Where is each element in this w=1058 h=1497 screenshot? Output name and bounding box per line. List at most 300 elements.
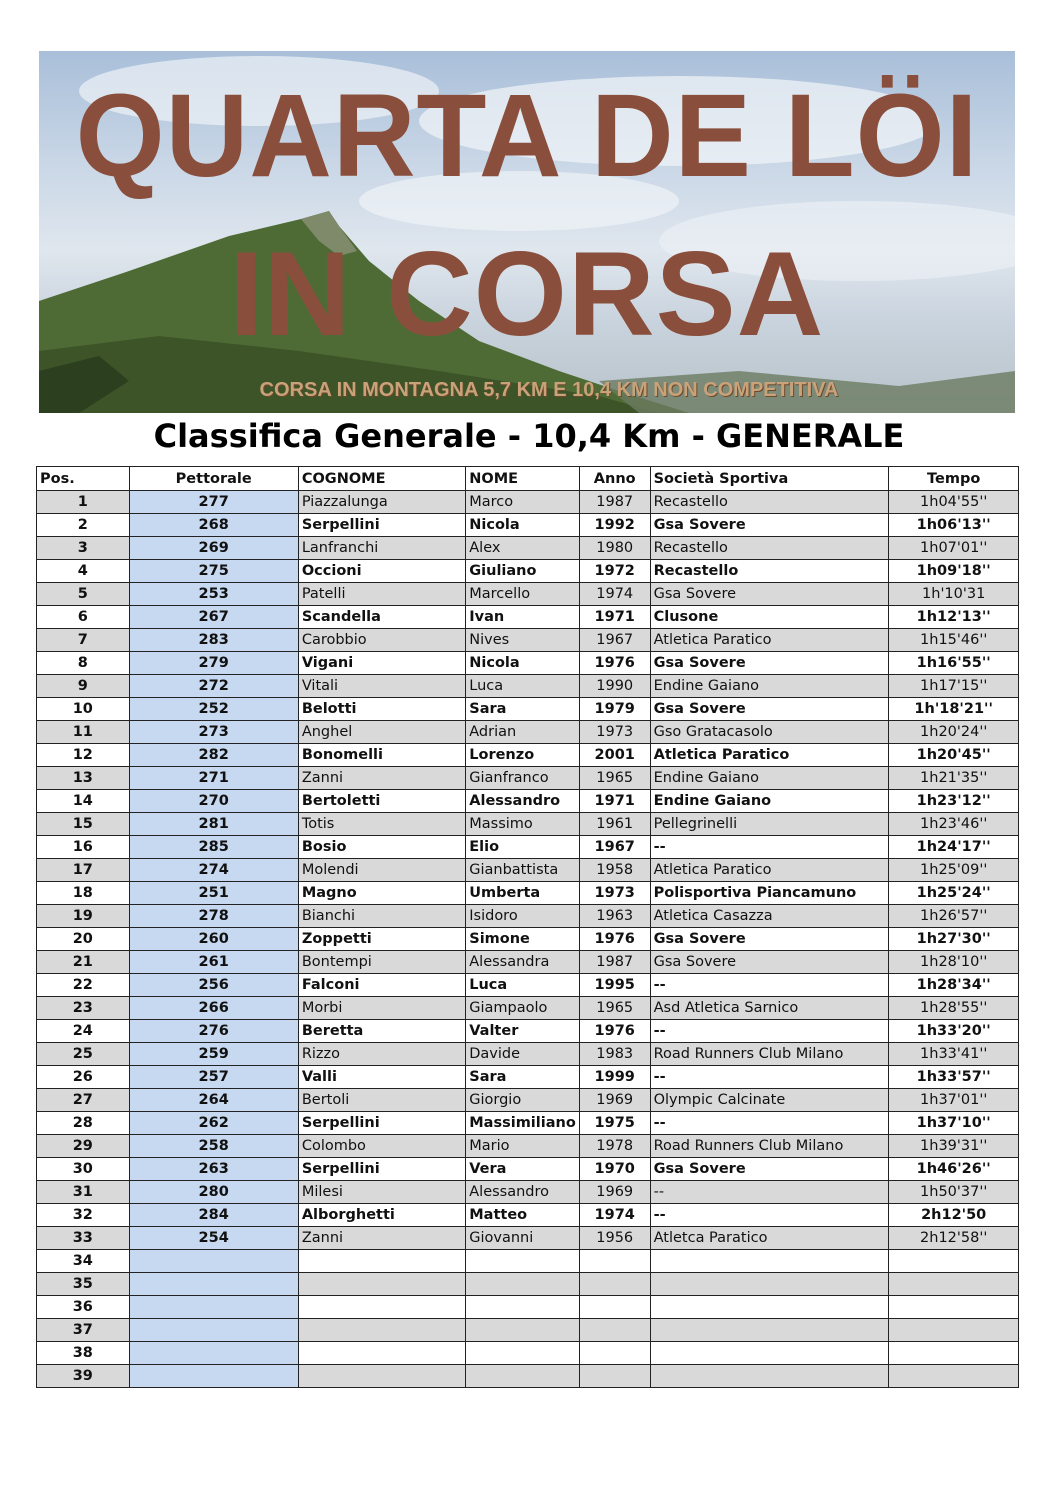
cell-nome: Umberta bbox=[466, 882, 580, 905]
cell-pos: 29 bbox=[37, 1135, 130, 1158]
cell-pettorale: 275 bbox=[129, 560, 298, 583]
cell-tempo: 1h24'17'' bbox=[889, 836, 1019, 859]
cell-pos: 30 bbox=[37, 1158, 130, 1181]
cell-pettorale: 278 bbox=[129, 905, 298, 928]
cell-anno bbox=[579, 1319, 650, 1342]
cell-pettorale: 254 bbox=[129, 1227, 298, 1250]
cell-pos: 24 bbox=[37, 1020, 130, 1043]
cell-anno: 1995 bbox=[579, 974, 650, 997]
cell-cognome: Serpellini bbox=[298, 514, 465, 537]
cell-tempo bbox=[889, 1250, 1019, 1273]
cell-tempo: 1h23'12'' bbox=[889, 790, 1019, 813]
cell-cognome: Milesi bbox=[298, 1181, 465, 1204]
cell-nome: Massimo bbox=[466, 813, 580, 836]
cell-anno: 1961 bbox=[579, 813, 650, 836]
cell-anno: 1967 bbox=[579, 836, 650, 859]
cell-pettorale: 252 bbox=[129, 698, 298, 721]
cell-pos: 36 bbox=[37, 1296, 130, 1319]
cell-tempo bbox=[889, 1296, 1019, 1319]
cell-anno: 1976 bbox=[579, 652, 650, 675]
cell-pos: 31 bbox=[37, 1181, 130, 1204]
cell-cognome: Colombo bbox=[298, 1135, 465, 1158]
table-row bbox=[37, 767, 1019, 790]
cell-pettorale bbox=[129, 1319, 298, 1342]
cell-pos: 16 bbox=[37, 836, 130, 859]
cell-nome: Alessandra bbox=[466, 951, 580, 974]
table-row bbox=[37, 491, 1019, 514]
cell-pos: 17 bbox=[37, 859, 130, 882]
cell-societa: Polisportiva Piancamuno bbox=[650, 882, 889, 905]
cell-anno bbox=[579, 1250, 650, 1273]
cell-tempo: 1h15'46'' bbox=[889, 629, 1019, 652]
page-title: Classifica Generale - 10,4 Km - GENERALE bbox=[153, 417, 905, 455]
cell-pos: 39 bbox=[37, 1365, 130, 1388]
cell-cognome bbox=[298, 1273, 465, 1296]
table-row bbox=[37, 675, 1019, 698]
table-row bbox=[37, 790, 1019, 813]
cell-tempo: 1h09'18'' bbox=[889, 560, 1019, 583]
cell-pettorale: 272 bbox=[129, 675, 298, 698]
cell-pos: 10 bbox=[37, 698, 130, 721]
cell-pos: 11 bbox=[37, 721, 130, 744]
header-pos: Pos. bbox=[37, 467, 130, 491]
cell-cognome: Bontempi bbox=[298, 951, 465, 974]
cell-pos: 23 bbox=[37, 997, 130, 1020]
cell-nome bbox=[466, 1365, 580, 1388]
cell-tempo: 1h39'31'' bbox=[889, 1135, 1019, 1158]
cell-cognome: Lanfranchi bbox=[298, 537, 465, 560]
cell-anno: 1958 bbox=[579, 859, 650, 882]
cell-societa bbox=[650, 1365, 889, 1388]
table-row bbox=[37, 951, 1019, 974]
cell-pos: 3 bbox=[37, 537, 130, 560]
cell-anno: 1972 bbox=[579, 560, 650, 583]
cell-cognome: Bosio bbox=[298, 836, 465, 859]
cell-anno: 1974 bbox=[579, 1204, 650, 1227]
cell-tempo: 1h37'01'' bbox=[889, 1089, 1019, 1112]
cell-pettorale: 257 bbox=[129, 1066, 298, 1089]
cell-societa: Endine Gaiano bbox=[650, 767, 889, 790]
cell-tempo: 1h04'55'' bbox=[889, 491, 1019, 514]
table-row bbox=[37, 1319, 1019, 1342]
cell-pettorale: 280 bbox=[129, 1181, 298, 1204]
cell-anno: 1987 bbox=[579, 491, 650, 514]
cell-pettorale: 282 bbox=[129, 744, 298, 767]
header-nome: NOME bbox=[466, 467, 580, 491]
cell-pettorale: 277 bbox=[129, 491, 298, 514]
cell-pos: 21 bbox=[37, 951, 130, 974]
cell-cognome: Bonomelli bbox=[298, 744, 465, 767]
table-header-row bbox=[37, 467, 1019, 491]
cell-societa: -- bbox=[650, 1204, 889, 1227]
table-row bbox=[37, 698, 1019, 721]
cell-nome: Elio bbox=[466, 836, 580, 859]
cell-pettorale: 259 bbox=[129, 1043, 298, 1066]
cell-anno: 1999 bbox=[579, 1066, 650, 1089]
cell-anno: 1969 bbox=[579, 1181, 650, 1204]
cell-cognome: Vitali bbox=[298, 675, 465, 698]
cell-nome bbox=[466, 1250, 580, 1273]
cell-societa: Recastello bbox=[650, 560, 889, 583]
cell-nome: Massimiliano bbox=[466, 1112, 580, 1135]
cell-tempo: 1h37'10'' bbox=[889, 1112, 1019, 1135]
cell-cognome: Falconi bbox=[298, 974, 465, 997]
table-row bbox=[37, 721, 1019, 744]
cell-pettorale bbox=[129, 1296, 298, 1319]
cell-pettorale bbox=[129, 1365, 298, 1388]
table-row bbox=[37, 537, 1019, 560]
cell-pos: 34 bbox=[37, 1250, 130, 1273]
table-row bbox=[37, 1296, 1019, 1319]
cell-societa: Road Runners Club Milano bbox=[650, 1135, 889, 1158]
cell-anno: 1983 bbox=[579, 1043, 650, 1066]
cell-tempo: 2h12'58'' bbox=[889, 1227, 1019, 1250]
cell-societa bbox=[650, 1273, 889, 1296]
cell-pos: 20 bbox=[37, 928, 130, 951]
cell-pos: 14 bbox=[37, 790, 130, 813]
cell-pettorale: 285 bbox=[129, 836, 298, 859]
cell-cognome: Serpellini bbox=[298, 1158, 465, 1181]
cell-societa: Clusone bbox=[650, 606, 889, 629]
table-row bbox=[37, 583, 1019, 606]
cell-nome: Nicola bbox=[466, 652, 580, 675]
table-row bbox=[37, 606, 1019, 629]
cell-anno: 1980 bbox=[579, 537, 650, 560]
cell-cognome: Morbi bbox=[298, 997, 465, 1020]
cell-cognome: Serpellini bbox=[298, 1112, 465, 1135]
cell-tempo: 1h28'10'' bbox=[889, 951, 1019, 974]
cell-nome: Simone bbox=[466, 928, 580, 951]
cell-anno: 1990 bbox=[579, 675, 650, 698]
cell-societa: Gsa Sovere bbox=[650, 514, 889, 537]
cell-cognome: Carobbio bbox=[298, 629, 465, 652]
cell-tempo: 1h25'24'' bbox=[889, 882, 1019, 905]
cell-pettorale: 256 bbox=[129, 974, 298, 997]
cell-nome: Mario bbox=[466, 1135, 580, 1158]
cell-societa: Endine Gaiano bbox=[650, 790, 889, 813]
cell-pos: 33 bbox=[37, 1227, 130, 1250]
header-societa: Società Sportiva bbox=[650, 467, 889, 491]
cell-nome: Luca bbox=[466, 974, 580, 997]
cell-societa: Atletica Casazza bbox=[650, 905, 889, 928]
table-row bbox=[37, 1365, 1019, 1388]
cell-cognome: Totis bbox=[298, 813, 465, 836]
cell-cognome: Magno bbox=[298, 882, 465, 905]
cell-societa: Recastello bbox=[650, 491, 889, 514]
cell-tempo: 1h06'13'' bbox=[889, 514, 1019, 537]
cell-cognome: Piazzalunga bbox=[298, 491, 465, 514]
table-row bbox=[37, 1089, 1019, 1112]
cell-pos: 22 bbox=[37, 974, 130, 997]
cell-anno: 1976 bbox=[579, 928, 650, 951]
cell-societa bbox=[650, 1296, 889, 1319]
table-row bbox=[37, 997, 1019, 1020]
cell-pettorale: 263 bbox=[129, 1158, 298, 1181]
cell-societa: Pellegrinelli bbox=[650, 813, 889, 836]
cell-pettorale: 271 bbox=[129, 767, 298, 790]
cell-societa: Asd Atletica Sarnico bbox=[650, 997, 889, 1020]
cell-nome: Matteo bbox=[466, 1204, 580, 1227]
cell-pettorale bbox=[129, 1250, 298, 1273]
cell-tempo: 1h33'41'' bbox=[889, 1043, 1019, 1066]
cell-nome: Giorgio bbox=[466, 1089, 580, 1112]
cell-pettorale: 270 bbox=[129, 790, 298, 813]
cell-pettorale: 284 bbox=[129, 1204, 298, 1227]
cell-societa: -- bbox=[650, 1181, 889, 1204]
cell-anno bbox=[579, 1365, 650, 1388]
cell-nome: Vera bbox=[466, 1158, 580, 1181]
banner-title-line1: QUARTA DE LÖI bbox=[75, 70, 979, 202]
cell-cognome: Patelli bbox=[298, 583, 465, 606]
table-row bbox=[37, 859, 1019, 882]
cell-pos: 27 bbox=[37, 1089, 130, 1112]
table-row bbox=[37, 560, 1019, 583]
cell-cognome: Vigani bbox=[298, 652, 465, 675]
cell-societa: Gsa Sovere bbox=[650, 698, 889, 721]
cell-societa bbox=[650, 1250, 889, 1273]
cell-pettorale: 260 bbox=[129, 928, 298, 951]
cell-pettorale bbox=[129, 1342, 298, 1365]
cell-pos: 18 bbox=[37, 882, 130, 905]
cell-pettorale bbox=[129, 1273, 298, 1296]
cell-nome: Ivan bbox=[466, 606, 580, 629]
cell-pettorale: 276 bbox=[129, 1020, 298, 1043]
cell-nome: Lorenzo bbox=[466, 744, 580, 767]
table-row bbox=[37, 813, 1019, 836]
cell-cognome: Alborghetti bbox=[298, 1204, 465, 1227]
cell-tempo: 1h26'57'' bbox=[889, 905, 1019, 928]
cell-nome: Marcello bbox=[466, 583, 580, 606]
cell-pos: 37 bbox=[37, 1319, 130, 1342]
cell-nome: Adrian bbox=[466, 721, 580, 744]
cell-cognome: Rizzo bbox=[298, 1043, 465, 1066]
cell-cognome: Bertoletti bbox=[298, 790, 465, 813]
cell-societa bbox=[650, 1319, 889, 1342]
cell-nome bbox=[466, 1342, 580, 1365]
cell-cognome bbox=[298, 1342, 465, 1365]
table-row bbox=[37, 836, 1019, 859]
cell-societa: Gso Gratacasolo bbox=[650, 721, 889, 744]
table-row bbox=[37, 1273, 1019, 1296]
cell-pettorale: 281 bbox=[129, 813, 298, 836]
cell-cognome: Occioni bbox=[298, 560, 465, 583]
cell-societa: Gsa Sovere bbox=[650, 583, 889, 606]
cell-nome: Marco bbox=[466, 491, 580, 514]
cell-tempo: 1h12'13'' bbox=[889, 606, 1019, 629]
table-row bbox=[37, 1181, 1019, 1204]
table-row bbox=[37, 1043, 1019, 1066]
table-row bbox=[37, 1066, 1019, 1089]
cell-pos: 26 bbox=[37, 1066, 130, 1089]
cell-nome: Gianfranco bbox=[466, 767, 580, 790]
cell-cognome bbox=[298, 1250, 465, 1273]
cell-tempo: 1h33'57'' bbox=[889, 1066, 1019, 1089]
cell-tempo: 1h'18'21'' bbox=[889, 698, 1019, 721]
cell-anno: 1967 bbox=[579, 629, 650, 652]
cell-societa: Atletica Paratico bbox=[650, 629, 889, 652]
cell-tempo: 1h28'55'' bbox=[889, 997, 1019, 1020]
cell-pos: 5 bbox=[37, 583, 130, 606]
cell-cognome: Bianchi bbox=[298, 905, 465, 928]
cell-anno: 1965 bbox=[579, 997, 650, 1020]
cell-tempo: 1h25'09'' bbox=[889, 859, 1019, 882]
cell-societa: Gsa Sovere bbox=[650, 951, 889, 974]
cell-pettorale: 279 bbox=[129, 652, 298, 675]
cell-anno: 1971 bbox=[579, 606, 650, 629]
cell-anno bbox=[579, 1342, 650, 1365]
table-row bbox=[37, 905, 1019, 928]
cell-anno: 1974 bbox=[579, 583, 650, 606]
cell-anno: 1956 bbox=[579, 1227, 650, 1250]
cell-pettorale: 261 bbox=[129, 951, 298, 974]
table-row bbox=[37, 1135, 1019, 1158]
cell-tempo: 1h33'20'' bbox=[889, 1020, 1019, 1043]
cell-anno: 1976 bbox=[579, 1020, 650, 1043]
cell-tempo: 1h50'37'' bbox=[889, 1181, 1019, 1204]
cell-cognome: Valli bbox=[298, 1066, 465, 1089]
cell-pettorale: 262 bbox=[129, 1112, 298, 1135]
banner-title-line2: IN CORSA bbox=[229, 227, 825, 361]
table-row bbox=[37, 629, 1019, 652]
cell-tempo: 1h21'35'' bbox=[889, 767, 1019, 790]
cell-pos: 38 bbox=[37, 1342, 130, 1365]
cell-anno: 1973 bbox=[579, 882, 650, 905]
cell-pos: 9 bbox=[37, 675, 130, 698]
cell-nome: Alex bbox=[466, 537, 580, 560]
cell-anno: 1992 bbox=[579, 514, 650, 537]
cell-nome bbox=[466, 1296, 580, 1319]
cell-tempo bbox=[889, 1319, 1019, 1342]
cell-tempo: 1h20'24'' bbox=[889, 721, 1019, 744]
cell-cognome: Scandella bbox=[298, 606, 465, 629]
cell-tempo bbox=[889, 1273, 1019, 1296]
cell-pos: 28 bbox=[37, 1112, 130, 1135]
table-row bbox=[37, 1112, 1019, 1135]
table-row bbox=[37, 744, 1019, 767]
table-row bbox=[37, 652, 1019, 675]
cell-nome: Gianbattista bbox=[466, 859, 580, 882]
cell-anno: 1975 bbox=[579, 1112, 650, 1135]
cell-societa: -- bbox=[650, 1020, 889, 1043]
cell-pettorale: 274 bbox=[129, 859, 298, 882]
cell-pettorale: 266 bbox=[129, 997, 298, 1020]
cell-nome: Nives bbox=[466, 629, 580, 652]
table-row bbox=[37, 1227, 1019, 1250]
cell-anno: 1970 bbox=[579, 1158, 650, 1181]
cell-societa: Atletca Paratico bbox=[650, 1227, 889, 1250]
cell-societa: -- bbox=[650, 836, 889, 859]
cell-pos: 25 bbox=[37, 1043, 130, 1066]
cell-tempo: 1h46'26'' bbox=[889, 1158, 1019, 1181]
table-row bbox=[37, 974, 1019, 997]
cell-societa bbox=[650, 1342, 889, 1365]
cell-societa: Olympic Calcinate bbox=[650, 1089, 889, 1112]
cell-societa: Gsa Sovere bbox=[650, 928, 889, 951]
cell-tempo bbox=[889, 1365, 1019, 1388]
cell-pos: 7 bbox=[37, 629, 130, 652]
header-pettorale: Pettorale bbox=[129, 467, 298, 491]
cell-nome: Valter bbox=[466, 1020, 580, 1043]
cell-tempo: 1h20'45'' bbox=[889, 744, 1019, 767]
cell-cognome: Zanni bbox=[298, 1227, 465, 1250]
table-row bbox=[37, 514, 1019, 537]
cell-pettorale: 283 bbox=[129, 629, 298, 652]
cell-cognome bbox=[298, 1365, 465, 1388]
cell-anno: 1971 bbox=[579, 790, 650, 813]
cell-pettorale: 253 bbox=[129, 583, 298, 606]
cell-societa: Atletica Paratico bbox=[650, 744, 889, 767]
cell-pos: 13 bbox=[37, 767, 130, 790]
cell-pettorale: 267 bbox=[129, 606, 298, 629]
cell-pos: 8 bbox=[37, 652, 130, 675]
cell-anno: 2001 bbox=[579, 744, 650, 767]
cell-tempo: 1h27'30'' bbox=[889, 928, 1019, 951]
table-row bbox=[37, 1250, 1019, 1273]
cell-cognome: Zanni bbox=[298, 767, 465, 790]
cell-pos: 15 bbox=[37, 813, 130, 836]
cell-societa: Atletica Paratico bbox=[650, 859, 889, 882]
cell-pos: 1 bbox=[37, 491, 130, 514]
cell-pos: 6 bbox=[37, 606, 130, 629]
header-anno: Anno bbox=[579, 467, 650, 491]
table-row bbox=[37, 1342, 1019, 1365]
event-banner bbox=[39, 51, 1015, 413]
table-row bbox=[37, 882, 1019, 905]
cell-societa: -- bbox=[650, 1066, 889, 1089]
cell-anno: 1969 bbox=[579, 1089, 650, 1112]
cell-pettorale: 273 bbox=[129, 721, 298, 744]
cell-societa: Road Runners Club Milano bbox=[650, 1043, 889, 1066]
cell-anno: 1979 bbox=[579, 698, 650, 721]
cell-nome: Alessandro bbox=[466, 1181, 580, 1204]
cell-nome: Luca bbox=[466, 675, 580, 698]
cell-societa: -- bbox=[650, 974, 889, 997]
cell-tempo: 1h07'01'' bbox=[889, 537, 1019, 560]
cell-nome: Giampaolo bbox=[466, 997, 580, 1020]
cell-tempo bbox=[889, 1342, 1019, 1365]
cell-pettorale: 258 bbox=[129, 1135, 298, 1158]
cell-anno: 1965 bbox=[579, 767, 650, 790]
banner-tagline: CORSA IN MONTAGNA 5,7 KM E 10,4 KM NON COMPETITIVA bbox=[259, 379, 839, 401]
cell-nome: Giuliano bbox=[466, 560, 580, 583]
cell-societa: Gsa Sovere bbox=[650, 652, 889, 675]
cell-societa: Endine Gaiano bbox=[650, 675, 889, 698]
cell-cognome bbox=[298, 1296, 465, 1319]
cell-pos: 19 bbox=[37, 905, 130, 928]
cell-pettorale: 269 bbox=[129, 537, 298, 560]
results-table bbox=[36, 466, 1019, 1388]
cell-tempo: 1h17'15'' bbox=[889, 675, 1019, 698]
table-row bbox=[37, 928, 1019, 951]
cell-nome: Davide bbox=[466, 1043, 580, 1066]
cell-anno: 1987 bbox=[579, 951, 650, 974]
cell-cognome: Bertoli bbox=[298, 1089, 465, 1112]
cell-cognome: Beretta bbox=[298, 1020, 465, 1043]
cell-tempo: 2h12'50 bbox=[889, 1204, 1019, 1227]
cell-nome: Alessandro bbox=[466, 790, 580, 813]
cell-anno bbox=[579, 1296, 650, 1319]
cell-nome bbox=[466, 1273, 580, 1296]
cell-societa: Gsa Sovere bbox=[650, 1158, 889, 1181]
cell-tempo: 1h23'46'' bbox=[889, 813, 1019, 836]
table-row bbox=[37, 1020, 1019, 1043]
cell-pos: 12 bbox=[37, 744, 130, 767]
cell-pettorale: 268 bbox=[129, 514, 298, 537]
cell-nome bbox=[466, 1319, 580, 1342]
cell-cognome: Anghel bbox=[298, 721, 465, 744]
cell-pos: 35 bbox=[37, 1273, 130, 1296]
cell-pettorale: 264 bbox=[129, 1089, 298, 1112]
